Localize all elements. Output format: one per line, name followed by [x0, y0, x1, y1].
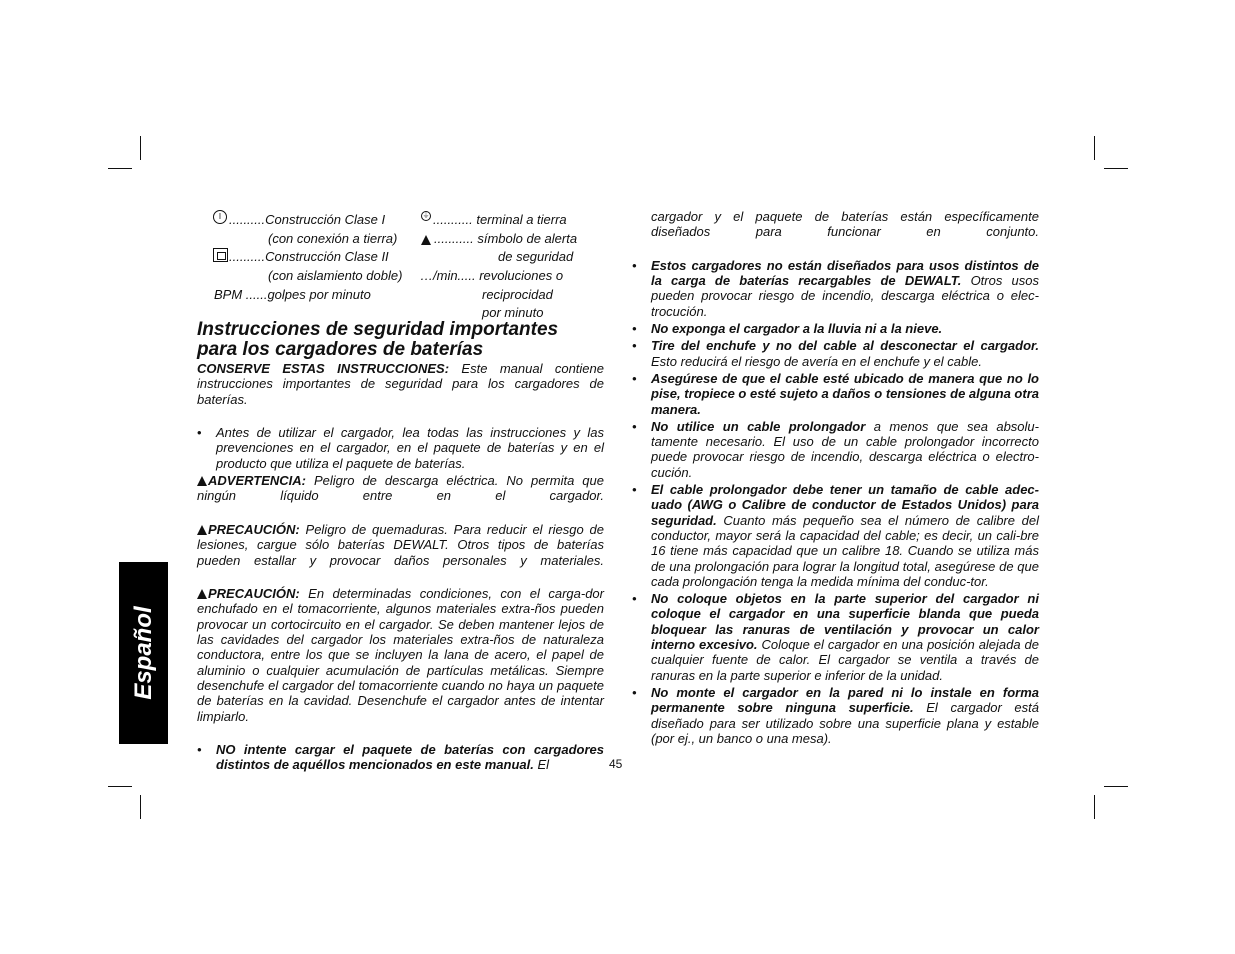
- symbol-rpm-note2: por minuto: [482, 305, 544, 320]
- language-tab-label: Español: [129, 606, 157, 700]
- left-column: [197, 210, 604, 775]
- warning-text: Peligro de descarga eléctrica. No permita que ningún líquido entre en el cargador.: [197, 473, 604, 504]
- warning-icon: [197, 476, 207, 486]
- crop-mark: [1104, 786, 1128, 787]
- caution-icon: [197, 589, 207, 599]
- caution-icon: [197, 525, 207, 535]
- bullet: •: [632, 370, 637, 386]
- crop-mark: [140, 136, 141, 160]
- symbol-class2-note: (con aislamiento doble): [268, 268, 403, 283]
- list-item: [632, 258, 1039, 319]
- bullet-bold: No utilice un cable prolongador: [651, 418, 866, 434]
- symbol-bpm: BPM ......golpes por minuto: [214, 287, 371, 302]
- crop-mark: [108, 168, 132, 169]
- bullet: •: [632, 257, 637, 273]
- bullet-text: El cargador está diseñado para ser utilizado sobre una superficie plana y estable (por ej., un banco o una mesa).: [651, 700, 1039, 746]
- symbol-class1-note: (con conexión a tierra): [268, 231, 398, 246]
- conserve-label: CONSERVE ESTAS INSTRUCCIONES:: [197, 361, 450, 376]
- bullet-bold: No coloque objetos en la parte superior del cargador ni coloque el cargador en una superficie blanda que pueda bloquear las ranuras de ventilación y provocar un calor interno excesivo.: [651, 591, 1039, 653]
- crop-mark: [1094, 136, 1095, 160]
- right-bullets: [632, 258, 1039, 746]
- page-number: 45: [609, 757, 623, 771]
- bullet-bold: No monte el cargador en la pared ni lo instale en forma permanente sobre ninguna superficie.: [651, 684, 1039, 716]
- conserve-paragraph: [197, 361, 604, 422]
- caution1-text: Peligro de quemaduras. Para reducir el riesgo de lesiones, cargue sólo baterías DEWALT. Otros tipos de baterías pueden estallar y provocar daños personales y materiales.: [197, 521, 604, 568]
- list-item: [632, 321, 1039, 336]
- bullet: •: [632, 591, 637, 607]
- bullet-text: Esto reducirá el riesgo de avería en el enchufe y el cable.: [651, 353, 982, 369]
- warning-paragraph: [197, 473, 604, 519]
- bullet-bold: No exponga el cargador a la lluvia ni a la nieve.: [651, 321, 943, 337]
- symbol-alert: ........... símbolo de alerta: [434, 231, 578, 246]
- warning-label: ADVERTENCIA:: [208, 473, 306, 489]
- safety-alert-icon: [421, 232, 432, 247]
- list-item: [632, 419, 1039, 480]
- bullet-text: El: [533, 757, 550, 773]
- list-item: [632, 338, 1039, 369]
- list-item: [632, 685, 1039, 746]
- bullet-bold: NO intente cargar el paquete de baterías con cargadores distintos de aquéllos mencionados en este manual.: [216, 742, 604, 773]
- left-bullets-2: [197, 742, 604, 773]
- section-heading: [197, 320, 604, 360]
- bullet-text: Otros usos pueden provocar riesgo de incendio, descarga eléctrica o elec-trocución.: [651, 273, 1039, 319]
- symbol-rpm: …/min..... revoluciones o: [420, 268, 564, 283]
- continued-paragraph: [632, 209, 1039, 255]
- bullet-bold: Tire del enchufe y no del cable al desconectar el cargador.: [651, 338, 1039, 354]
- caution2-label: PRECAUCIÓN:: [208, 586, 300, 602]
- bullet-bold: Asegúrese de que el cable esté ubicado de manera que no lo pise, tropiece o esté sujeto a daños o tensiones de alguna otra manera.: [651, 370, 1039, 417]
- bullet: •: [632, 684, 637, 700]
- caution2-paragraph: [197, 586, 604, 739]
- left-bullets-1: [197, 425, 604, 471]
- symbol-class1: ..........Construcción Clase I: [229, 212, 386, 227]
- crop-mark: [140, 795, 141, 819]
- crop-mark: [1094, 795, 1095, 819]
- bullet-text: Antes de utilizar el cargador, lea todas las instrucciones y las prevenciones en el cargador, en el paquete de baterías y en el producto que utiliza el paquete de baterías.: [216, 425, 604, 471]
- symbol-class2: ..........Construcción Clase II: [229, 249, 389, 264]
- symbol-alert-note: de seguridad: [498, 249, 574, 264]
- list-item: [197, 425, 604, 471]
- class1-construction-icon: I: [213, 210, 227, 224]
- bullet-bold: Estos cargadores no están diseñados para usos distintos de la carga de baterías recargables de DEWALT.: [651, 257, 1039, 289]
- bullet: •: [632, 338, 637, 354]
- section-heading-line1: Instrucciones de seguridad importantes: [197, 319, 559, 340]
- bullet: •: [197, 742, 202, 758]
- crop-mark: [108, 786, 132, 787]
- list-item: [632, 371, 1039, 417]
- language-tab: [119, 562, 168, 744]
- section-heading-line2: para los cargadores de baterías: [197, 339, 484, 360]
- bullet-text: Coloque el cargador en una posición alejada de cualquier fuente de calor. El cargador se ventila a través de ranuras en la parte superior e inferior de la unidad.: [651, 637, 1039, 683]
- caution2-text: En determinadas condiciones, con el carga-dor enchufado en el tomacorriente, algunos materiales extra-ños pueden provocar un cortocircuito en el cargador. Se deben mantener lejos de las cavidades del cargador los materiales extra-ños de naturaleza conductora, entre los que se incluyen la lana de acero, el papel de aluminio o cualquier acumulación de partículas metálicas. Siempre desenchufe el cargador del tomacorriente cuando no haya un paquete de baterías en la cavidad. Desenchufe el cargador antes de intentar limpiarlo.: [197, 586, 604, 724]
- crop-mark: [1104, 168, 1128, 169]
- continued-text: cargador y el paquete de baterías están específicamente diseñados para funcionar en conjunto.: [651, 209, 1039, 240]
- conserve-text: Este manual contiene instrucciones importantes de seguridad para los cargadores de baterías.: [197, 361, 604, 407]
- list-item: [197, 742, 604, 773]
- bullet-text: Cuanto más pequeño sea el número de calibre del conductor, mayor será la capacidad del cable; es decir, un cali-bre 16 tiene más capacidad que un calibre 18. Cuando se utiliza más de una prolongación para lograr la longitud total, asegúrese de que cada prolongación tenga la medida mínima del conduc-tor.: [651, 512, 1039, 589]
- symbol-legend: [197, 210, 604, 320]
- bullet-text: a menos que sea absolu-tamente necesario. El uso de un cable prolongador incorrecto puede provocar riesgo de incendio, descarga eléctrica o electro-cución.: [651, 418, 1039, 480]
- bullet: •: [632, 418, 637, 434]
- caution1-paragraph: [197, 522, 604, 583]
- list-item: [632, 482, 1039, 589]
- symbol-rpm-note1: reciprocidad: [482, 287, 553, 302]
- earth-terminal-icon: ⏚: [422, 212, 430, 219]
- bullet: •: [197, 425, 202, 441]
- bullet: •: [632, 321, 637, 337]
- symbol-earth: ........... terminal a tierra: [433, 212, 567, 227]
- right-column: [632, 209, 1039, 748]
- list-item: [632, 591, 1039, 683]
- class2-construction-icon: [213, 248, 228, 262]
- bullet-bold: El cable prolongador debe tener un tamaño de cable adec-uado (AWG o Calibre de conductor de Estados Unidos) para seguridad.: [651, 482, 1039, 528]
- bullet: •: [632, 482, 637, 498]
- caution1-label: PRECAUCIÓN:: [208, 521, 300, 537]
